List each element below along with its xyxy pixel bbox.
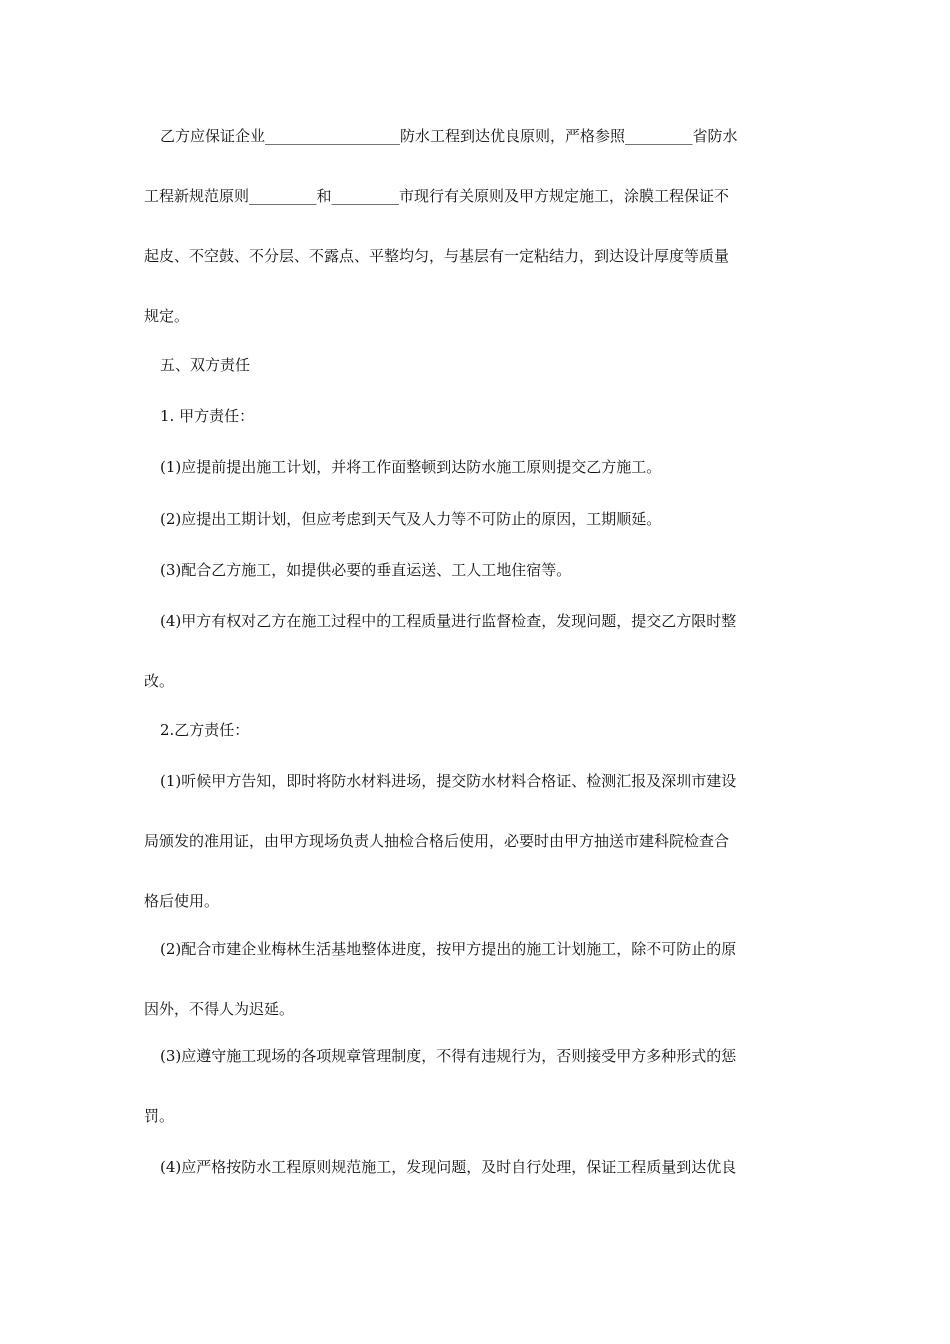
list-item: (4)甲方有权对乙方在施工过程中的工程质量进行监督检查，发现问题，提交乙方限时整 [160,612,737,630]
paragraph-line: 规定。 [144,307,190,325]
paragraph-line: 工程新规范原则_________和_________市现行有关原则及甲方规定施工，涂膜工程保证不 [144,187,730,205]
list-item-continuation: 改。 [144,672,175,690]
list-item: (2)应提出工期计划，但应考虑到天气及人力等不可防止的原因，工期顺延。 [160,510,662,528]
list-item-continuation: 罚。 [144,1107,175,1125]
list-item-continuation: 局颁发的准用证，由甲方现场负责人抽检合格后使用，必要时由甲方抽送市建科院检查合 [144,832,730,850]
list-item: (1)听候甲方告知，即时将防水材料进场，提交防水材料合格证、检测汇报及深圳市建设 [160,772,737,790]
list-item: (3)配合乙方施工，如提供必要的垂直运送、工人工地住宿等。 [160,561,572,579]
list-item-continuation: 因外，不得人为迟延。 [144,1000,295,1018]
subsection-heading: 1. 甲方责任： [160,407,255,425]
paragraph-line: 起皮、不空鼓、不分层、不露点、平整均匀，与基层有一定粘结力，到达设计厚度等质量 [144,247,730,265]
list-item: (3)应遵守施工现场的各项规章管理制度，不得有违规行为，否则接受甲方多种形式的惩 [160,1047,737,1065]
subsection-heading: 2.乙方责任： [160,721,250,739]
list-item: (4)应严格按防水工程原则规范施工，发现问题，及时自行处理，保证工程质量到达优良 [160,1158,737,1176]
list-item: (2)配合市建企业梅林生活基地整体进度，按甲方提出的施工计划施工，除不可防止的原 [160,940,737,958]
section-heading: 五、双方责任 [160,356,251,374]
list-item: (1)应提前提出施工计划，并将工作面整顿到达防水施工原则提交乙方施工。 [160,458,662,476]
paragraph-line: 乙方应保证企业__________________防水工程到达优良原则，严格参照_________省防水 [160,127,738,145]
list-item-continuation: 格后使用。 [144,892,220,910]
